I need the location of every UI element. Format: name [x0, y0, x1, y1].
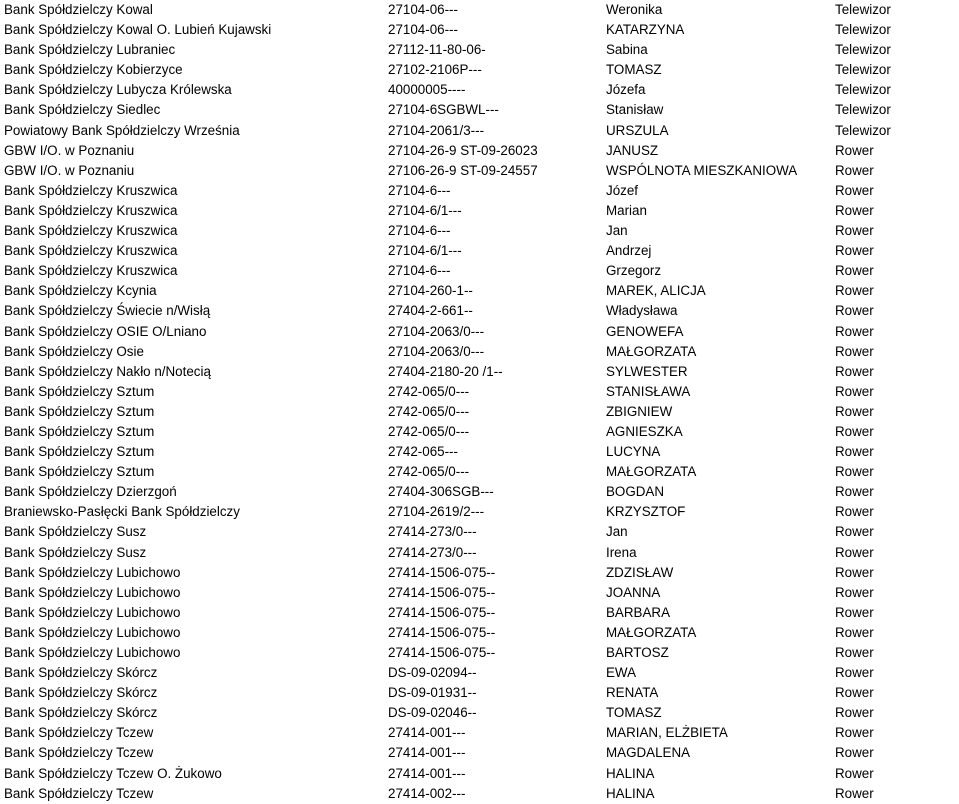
cell-bank: Bank Spółdzielczy Kowal — [4, 2, 153, 17]
cell-bank: Bank Spółdzielczy Susz — [4, 524, 147, 540]
cell-name: KATARZYNA — [606, 22, 685, 38]
cell-name: Marian — [606, 202, 647, 218]
cell-item: Rower — [835, 303, 874, 319]
cell-item: Rower — [835, 604, 874, 620]
table-row — [0, 301, 959, 321]
cell-item: Rower — [835, 524, 874, 540]
cell-name: WSPÓLNOTA MIESZKANIOWA — [606, 162, 798, 178]
cell-item: Rower — [835, 243, 874, 259]
cell-account: DS-09-01931-- — [388, 685, 477, 701]
cell-item: Rower — [835, 182, 874, 198]
cell-name: GENOWEFA — [606, 323, 684, 339]
cell-name: LUCYNA — [606, 444, 661, 460]
cell-item: Rower — [835, 444, 874, 460]
table-row — [0, 341, 959, 361]
cell-name: Józef — [606, 182, 639, 198]
cell-bank: Bank Spółdzielczy Kobierzyce — [4, 62, 183, 78]
cell-name: BARTOSZ — [606, 645, 669, 660]
table-row — [0, 783, 959, 803]
table-row — [0, 622, 959, 642]
cell-name: TOMASZ — [606, 62, 662, 78]
cell-item: Rower — [835, 665, 874, 681]
cell-bank: Bank Spółdzielczy Tczew — [4, 785, 154, 801]
cell-account: 27104-6--- — [388, 223, 451, 239]
cell-bank: Bank Spółdzielczy Lubichowo — [4, 645, 181, 660]
cell-item: Telewizor — [835, 122, 891, 138]
cell-name: Grzegorz — [606, 263, 662, 279]
cell-item: Rower — [835, 283, 874, 299]
table-row — [0, 80, 959, 100]
cell-item: Rower — [835, 423, 874, 439]
table-row — [0, 602, 959, 622]
cell-bank: Bank Spółdzielczy Sztum — [4, 464, 155, 480]
cell-account: 2742-065/0--- — [388, 423, 470, 439]
cell-name: Weronika — [606, 2, 663, 17]
cell-name: SYLWESTER — [606, 363, 688, 379]
cell-account: 27404-2180-20 /1-- — [388, 363, 503, 379]
cell-bank: Bank Spółdzielczy Lubycza Królewska — [4, 82, 232, 98]
table-row — [0, 502, 959, 522]
table-row — [0, 703, 959, 723]
cell-account: 27104-2063/0--- — [388, 323, 485, 339]
table-row — [0, 241, 959, 261]
cell-bank: Bank Spółdzielczy Lubraniec — [4, 42, 176, 58]
cell-bank: Powiatowy Bank Spółdzielczy Września — [4, 122, 240, 138]
cell-bank: Bank Spółdzielczy Susz — [4, 544, 147, 560]
cell-bank: Bank Spółdzielczy Lubichowo — [4, 604, 181, 620]
cell-account: 27104-2619/2--- — [388, 504, 485, 520]
cell-name: Jan — [606, 524, 628, 540]
cell-name: MAŁGORZATA — [606, 343, 697, 359]
table-row — [0, 40, 959, 60]
cell-account: 27414-001--- — [388, 765, 466, 781]
cell-bank: Bank Spółdzielczy Tczew — [4, 725, 154, 741]
cell-item: Rower — [835, 584, 874, 600]
cell-item: Rower — [835, 323, 874, 339]
cell-item: Telewizor — [835, 42, 891, 58]
cell-name: MAŁGORZATA — [606, 624, 697, 640]
table-row — [0, 582, 959, 602]
cell-bank: Bank Spółdzielczy Sztum — [4, 423, 155, 439]
table-row — [0, 60, 959, 80]
cell-item: Rower — [835, 223, 874, 239]
cell-item: Rower — [835, 464, 874, 480]
cell-item: Rower — [835, 544, 874, 560]
cell-account: 27104-260-1-- — [388, 283, 473, 299]
cell-bank: Bank Spółdzielczy Tczew O. Żukowo — [4, 765, 222, 781]
cell-account: 27414-1506-075-- — [388, 624, 496, 640]
cell-account: 27104-06--- — [388, 22, 458, 38]
cell-item: Rower — [835, 725, 874, 741]
cell-bank: Bank Spółdzielczy Lubichowo — [4, 584, 181, 600]
cell-item: Rower — [835, 343, 874, 359]
cell-bank: Bank Spółdzielczy Kruszwica — [4, 202, 178, 218]
table-row — [0, 743, 959, 763]
cell-name: KRZYSZTOF — [606, 504, 686, 520]
cell-bank: Bank Spółdzielczy Sztum — [4, 383, 155, 399]
cell-bank: Bank Spółdzielczy Kruszwica — [4, 182, 178, 198]
cell-bank: Bank Spółdzielczy Sztum — [4, 444, 155, 460]
cell-item: Rower — [835, 785, 874, 801]
cell-account: 2742-065/0--- — [388, 464, 470, 480]
cell-name: EWA — [606, 665, 637, 681]
cell-account: 27104-06--- — [388, 2, 458, 17]
cell-account: 27414-001--- — [388, 745, 466, 761]
cell-bank: Bank Spółdzielczy Nakło n/Notecią — [4, 363, 211, 379]
cell-bank: Bank Spółdzielczy Lubichowo — [4, 564, 181, 580]
table-row — [0, 200, 959, 220]
cell-name: TOMASZ — [606, 705, 662, 721]
cell-name: HALINA — [606, 765, 655, 781]
cell-bank: Bank Spółdzielczy Kruszwica — [4, 243, 178, 259]
table-row — [0, 140, 959, 160]
table-row — [0, 20, 959, 40]
cell-name: Irena — [606, 544, 637, 560]
cell-item: Telewizor — [835, 62, 891, 78]
cell-account: 27414-1506-075-- — [388, 604, 496, 620]
table-row — [0, 522, 959, 542]
table-row — [0, 562, 959, 582]
cell-item: Rower — [835, 484, 874, 500]
cell-bank: Bank Spółdzielczy Skórcz — [4, 705, 158, 721]
cell-item: Rower — [835, 403, 874, 419]
table-row — [0, 442, 959, 462]
cell-item: Telewizor — [835, 22, 891, 38]
cell-account: 27104-2061/3--- — [388, 122, 485, 138]
cell-name: MARIAN, ELŻBIETA — [606, 725, 728, 741]
table-row — [0, 281, 959, 301]
table-row — [0, 381, 959, 401]
cell-item: Rower — [835, 645, 874, 660]
cell-item: Rower — [835, 263, 874, 279]
cell-account: 2742-065/0--- — [388, 403, 470, 419]
cell-account: 27414-273/0--- — [388, 524, 477, 540]
cell-name: BARBARA — [606, 604, 670, 620]
table-row — [0, 361, 959, 381]
cell-item: Rower — [835, 564, 874, 580]
cell-bank: Bank Spółdzielczy Lubichowo — [4, 624, 181, 640]
table-row — [0, 421, 959, 441]
cell-name: JOANNA — [606, 584, 661, 600]
table-row — [0, 180, 959, 200]
cell-item: Rower — [835, 162, 874, 178]
table-row — [0, 100, 959, 120]
cell-item: Telewizor — [835, 102, 891, 118]
cell-item: Rower — [835, 202, 874, 218]
cell-item: Rower — [835, 504, 874, 520]
table-row — [0, 663, 959, 683]
cell-account: 27414-1506-075-- — [388, 645, 496, 660]
cell-account: 2742-065--- — [388, 444, 458, 460]
cell-item: Rower — [835, 363, 874, 379]
cell-bank: Bank Spółdzielczy Skórcz — [4, 665, 158, 681]
cell-account: 27104-26-9 ST-09-26023 — [388, 142, 538, 158]
cell-item: Rower — [835, 142, 874, 158]
cell-name: Sabina — [606, 42, 648, 58]
cell-bank: Bank Spółdzielczy Kruszwica — [4, 223, 178, 239]
table-row — [0, 763, 959, 783]
cell-name: Stanisław — [606, 102, 664, 118]
table-row — [0, 120, 959, 140]
cell-account: 27104-6--- — [388, 263, 451, 279]
cell-name: RENATA — [606, 685, 659, 701]
cell-name: Jan — [606, 223, 628, 239]
cell-account: 27112-11-80-06- — [388, 42, 486, 58]
cell-account: DS-09-02046-- — [388, 705, 477, 721]
table-row — [0, 462, 959, 482]
cell-bank: GBW I/O. w Poznaniu — [4, 142, 135, 158]
table-row — [0, 482, 959, 502]
cell-item: Telewizor — [835, 2, 891, 17]
cell-name: MAGDALENA — [606, 745, 691, 761]
cell-name: ZDZISŁAW — [606, 564, 674, 580]
cell-account: 27414-002--- — [388, 785, 466, 801]
cell-item: Telewizor — [835, 82, 891, 98]
cell-name: STANISŁAWA — [606, 383, 691, 399]
cell-bank: Bank Spółdzielczy Osie — [4, 343, 144, 359]
cell-account: 27414-273/0--- — [388, 544, 477, 560]
cell-bank: Bank Spółdzielczy OSIE O/Lniano — [4, 323, 207, 339]
cell-account: 27104-6/1--- — [388, 202, 462, 218]
cell-name: Józefa — [606, 82, 646, 98]
cell-bank: Bank Spółdzielczy Sztum — [4, 403, 155, 419]
cell-account: 27104-6--- — [388, 182, 451, 198]
cell-name: JANUSZ — [606, 142, 659, 158]
cell-name: MAŁGORZATA — [606, 464, 697, 480]
cell-name: BOGDAN — [606, 484, 665, 500]
cell-bank: Bank Spółdzielczy Dzierzgoń — [4, 484, 177, 500]
table-row — [0, 542, 959, 562]
cell-account: 27414-1506-075-- — [388, 584, 496, 600]
table-row — [0, 0, 959, 20]
cell-account: 27106-26-9 ST-09-24557 — [388, 162, 538, 178]
cell-bank: Bank Spółdzielczy Kcynia — [4, 283, 157, 299]
table-row — [0, 723, 959, 743]
cell-bank: Bank Spółdzielczy Skórcz — [4, 685, 158, 701]
table-row — [0, 321, 959, 341]
cell-account: 27104-6SGBWL--- — [388, 102, 499, 118]
cell-item: Rower — [835, 383, 874, 399]
cell-item: Rower — [835, 685, 874, 701]
cell-account: 2742-065/0--- — [388, 383, 470, 399]
cell-account: DS-09-02094-- — [388, 665, 477, 681]
cell-name: Władysława — [606, 303, 678, 319]
cell-bank: Bank Spółdzielczy Siedlec — [4, 102, 161, 118]
cell-account: 27414-1506-075-- — [388, 564, 496, 580]
table-row — [0, 261, 959, 281]
cell-bank: Bank Spółdzielczy Tczew — [4, 745, 154, 761]
cell-item: Rower — [835, 624, 874, 640]
cell-account: 27104-6/1--- — [388, 243, 462, 259]
cell-account: 27414-001--- — [388, 725, 466, 741]
cell-item: Rower — [835, 745, 874, 761]
table-row — [0, 683, 959, 703]
cell-item: Rower — [835, 705, 874, 721]
cell-bank: GBW I/O. w Poznaniu — [4, 162, 135, 178]
cell-name: HALINA — [606, 785, 655, 801]
cell-account: 27404-2-661-- — [388, 303, 473, 319]
table-row — [0, 643, 959, 663]
cell-name: MAREK, ALICJA — [606, 283, 706, 299]
cell-account: 27102-2106P--- — [388, 62, 482, 78]
cell-name: ZBIGNIEW — [606, 403, 673, 419]
cell-bank: Bank Spółdzielczy Kruszwica — [4, 263, 178, 279]
table-row — [0, 160, 959, 180]
cell-bank: Braniewsko-Pasłęcki Bank Spółdzielczy — [4, 504, 240, 520]
cell-name: AGNIESZKA — [606, 423, 683, 439]
cell-name: URSZULA — [606, 122, 669, 138]
table-row — [0, 221, 959, 241]
cell-item: Rower — [835, 765, 874, 781]
cell-account: 40000005---- — [388, 82, 466, 98]
cell-account: 27404-306SGB--- — [388, 484, 494, 500]
cell-bank: Bank Spółdzielczy Kowal O. Lubień Kujawski — [4, 22, 272, 38]
table-row — [0, 401, 959, 421]
cell-name: Andrzej — [606, 243, 652, 259]
cell-account: 27104-2063/0--- — [388, 343, 485, 359]
cell-bank: Bank Spółdzielczy Świecie n/Wisłą — [4, 303, 211, 319]
